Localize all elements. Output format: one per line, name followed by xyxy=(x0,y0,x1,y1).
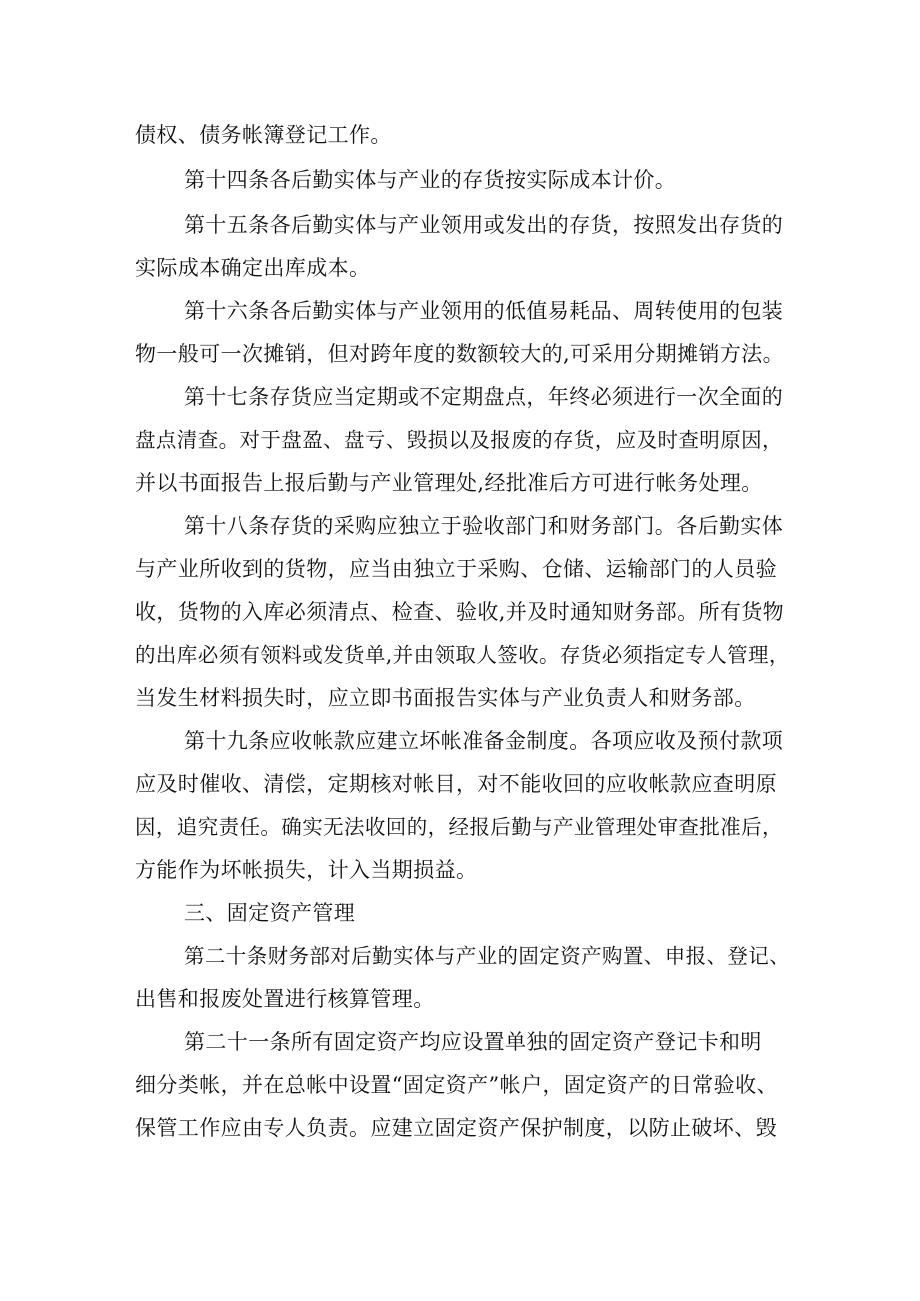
text-line: 与产业所收到的货物，应当由独立于采购、仓储、运输部门的人员验 xyxy=(135,557,777,581)
text-line: 第十七条存货应当定期或不定期盘点，年终必须进行一次全面的 xyxy=(184,385,784,409)
text-line: 盘点清查。对于盘盈、盘亏、毁损以及报废的存货，应及时查明原因， xyxy=(135,428,783,452)
text-line: 方能作为坏帐损失，计入当期损益。 xyxy=(135,858,478,882)
text-line: 出售和报废处置进行核算管理。 xyxy=(135,987,435,1011)
text-line: 第二十一条所有固定资产均应设置单独的固定资产登记卡和明 xyxy=(184,1030,762,1054)
section-heading: 三、固定资产管理 xyxy=(184,901,356,925)
text-line: 第十九条应收帐款应建立坏帐准备金制度。各项应收及预付款项 xyxy=(184,729,784,753)
text-line: 第十五条各后勤实体与产业领用或发出的存货，按照发出存货的 xyxy=(184,213,784,237)
text-line: 物一般可一次摊销，但对跨年度的数额较大的,可采用分期摊销方法。 xyxy=(135,342,785,366)
text-line: 收，货物的入库必须清点、检查、验收,并及时通知财务部。所有货物 xyxy=(135,600,785,624)
text-line: 第十八条存货的采购应独立于验收部门和财务部门。各后勤实体 xyxy=(184,514,784,538)
text-line: 第十六条各后勤实体与产业领用的低值易耗品、周转使用的包装 xyxy=(184,299,784,323)
text-line: 的出库必须有领料或发货单,并由领取人签收。存货必须指定专人管理， xyxy=(135,643,790,667)
text-line: 当发生材料损失时，应立即书面报告实体与产业负责人和财务部。 xyxy=(135,686,756,710)
text-line: 实际成本确定出库成本。 xyxy=(135,256,371,280)
text-line: 第二十条财务部对后勤实体与产业的固定资产购置、申报、登记、 xyxy=(184,944,791,968)
text-line: 保管工作应由专人负责。应建立固定资产保护制度，以防止破坏、毁 xyxy=(135,1116,777,1140)
text-line: 细分类帐，并在总帐中设置“固定资产”帐户，固定资产的日常验收、 xyxy=(135,1073,778,1097)
text-line: 因，追究责任。确实无法收回的，经报后勤与产业管理处审查批准后， xyxy=(135,815,783,839)
text-line: 债权、债务帐簿登记工作。 xyxy=(135,123,392,147)
text-line: 第十四条各后勤实体与产业的存货按实际成本计价。 xyxy=(184,168,677,192)
text-line: 应及时催收、清偿，定期核对帐目，对不能收回的应收帐款应查明原 xyxy=(135,772,777,796)
text-line: 并以书面报告上报后勤与产业管理处,经批准后方可进行帐务处理。 xyxy=(135,471,763,495)
